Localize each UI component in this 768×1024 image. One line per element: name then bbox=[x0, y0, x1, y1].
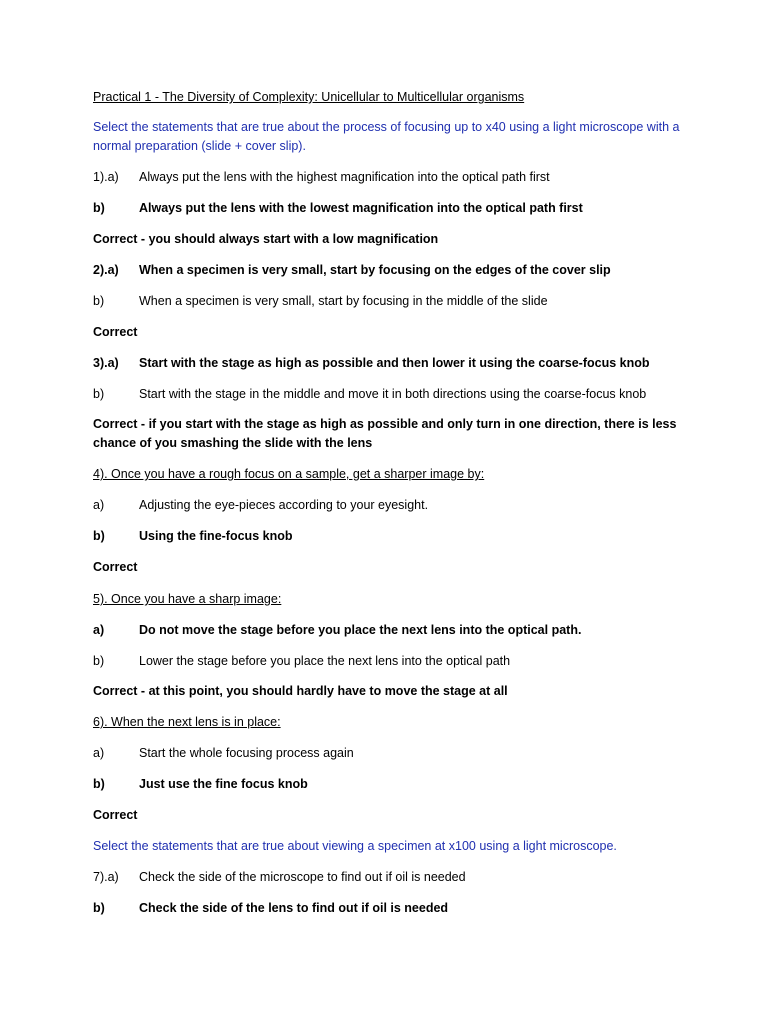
q3-a-label: 3).a) bbox=[93, 356, 119, 370]
q6-b-label: b) bbox=[93, 777, 105, 791]
q4-option-a bbox=[93, 496, 428, 515]
q2-feedback: Correct bbox=[93, 325, 138, 339]
q6-b-text: Just use the fine focus knob bbox=[139, 777, 308, 791]
q4-b-label: b) bbox=[93, 529, 105, 543]
q1-feedback: Correct - you should always start with a low magnification bbox=[93, 232, 439, 246]
q6-option-b bbox=[93, 775, 308, 794]
q5-b-label: b) bbox=[93, 654, 105, 668]
q2-option-b bbox=[93, 292, 548, 311]
q6-question: 6). When the next lens is in place: bbox=[93, 715, 281, 729]
q4-a-text: Adjusting the eye-pieces according to your eyesight. bbox=[139, 498, 429, 512]
q3-option-a bbox=[93, 354, 650, 373]
q5-a-text: Do not move the stage before you place the next lens into the optical path. bbox=[139, 623, 582, 637]
q7-b-text: Check the side of the lens to find out if oil is needed bbox=[139, 901, 449, 915]
q1-option-b bbox=[93, 199, 583, 218]
q5-feedback: Correct - at this point, you should hardly have to move the stage at all bbox=[93, 684, 508, 698]
page-title: Practical 1 - The Diversity of Complexity: Unicellular to Multicellular organisms bbox=[93, 90, 525, 104]
q3-b-text: Start with the stage in the middle and move it in both directions using the coarse-focus knob bbox=[139, 387, 647, 401]
q1-a-text: Always put the lens with the highest magnification into the optical path first bbox=[139, 170, 550, 184]
q2-option-a bbox=[93, 261, 611, 280]
q2-b-label: b) bbox=[93, 294, 105, 308]
q3-feedback: Correct - if you start with the stage as high as possible and only turn in one direction, there is less chance of you smashing the slide with the lens bbox=[93, 417, 677, 450]
q4-feedback: Correct bbox=[93, 560, 138, 574]
q5-b-text: Lower the stage before you place the next lens into the optical path bbox=[139, 654, 511, 668]
q7-a-label: 7).a) bbox=[93, 870, 119, 884]
q4-a-label: a) bbox=[93, 498, 105, 512]
q5-question: 5). Once you have a sharp image: bbox=[93, 592, 282, 606]
q4-option-b bbox=[93, 527, 292, 546]
q4-question: 4). Once you have a rough focus on a sample, get a sharper image by: bbox=[93, 467, 485, 481]
section1-instruction: Select the statements that are true about the process of focusing up to x40 using a light microscope with a normal preparation (slide + cover slip). bbox=[93, 120, 680, 153]
q2-a-label: 2).a) bbox=[93, 263, 119, 277]
q7-option-a bbox=[93, 868, 466, 887]
q6-a-label: a) bbox=[93, 746, 105, 760]
q6-option-a bbox=[93, 744, 354, 763]
section2-instruction: Select the statements that are true about viewing a specimen at x100 using a light microscope. bbox=[93, 839, 617, 853]
q7-a-text: Check the side of the microscope to find out if oil is needed bbox=[139, 870, 466, 884]
q6-feedback: Correct bbox=[93, 808, 138, 822]
q1-a-label: 1).a) bbox=[93, 170, 119, 184]
q5-option-b bbox=[93, 652, 510, 671]
q7-b-label: b) bbox=[93, 901, 105, 915]
q3-option-b bbox=[93, 385, 646, 404]
q1-option-a bbox=[93, 168, 550, 187]
q1-b-label: b) bbox=[93, 201, 105, 215]
q2-a-text: When a specimen is very small, start by focusing on the edges of the cover slip bbox=[139, 263, 611, 277]
q3-b-label: b) bbox=[93, 387, 105, 401]
q5-option-a bbox=[93, 621, 581, 640]
q3-a-text: Start with the stage as high as possible and then lower it using the coarse-focus knob bbox=[139, 356, 650, 370]
q5-a-label: a) bbox=[93, 623, 105, 637]
q1-b-text: Always put the lens with the lowest magnification into the optical path first bbox=[139, 201, 583, 215]
q6-a-text: Start the whole focusing process again bbox=[139, 746, 354, 760]
q4-b-text: Using the fine-focus knob bbox=[139, 529, 293, 543]
q2-b-text: When a specimen is very small, start by focusing in the middle of the slide bbox=[139, 294, 548, 308]
q7-option-b bbox=[93, 899, 448, 918]
